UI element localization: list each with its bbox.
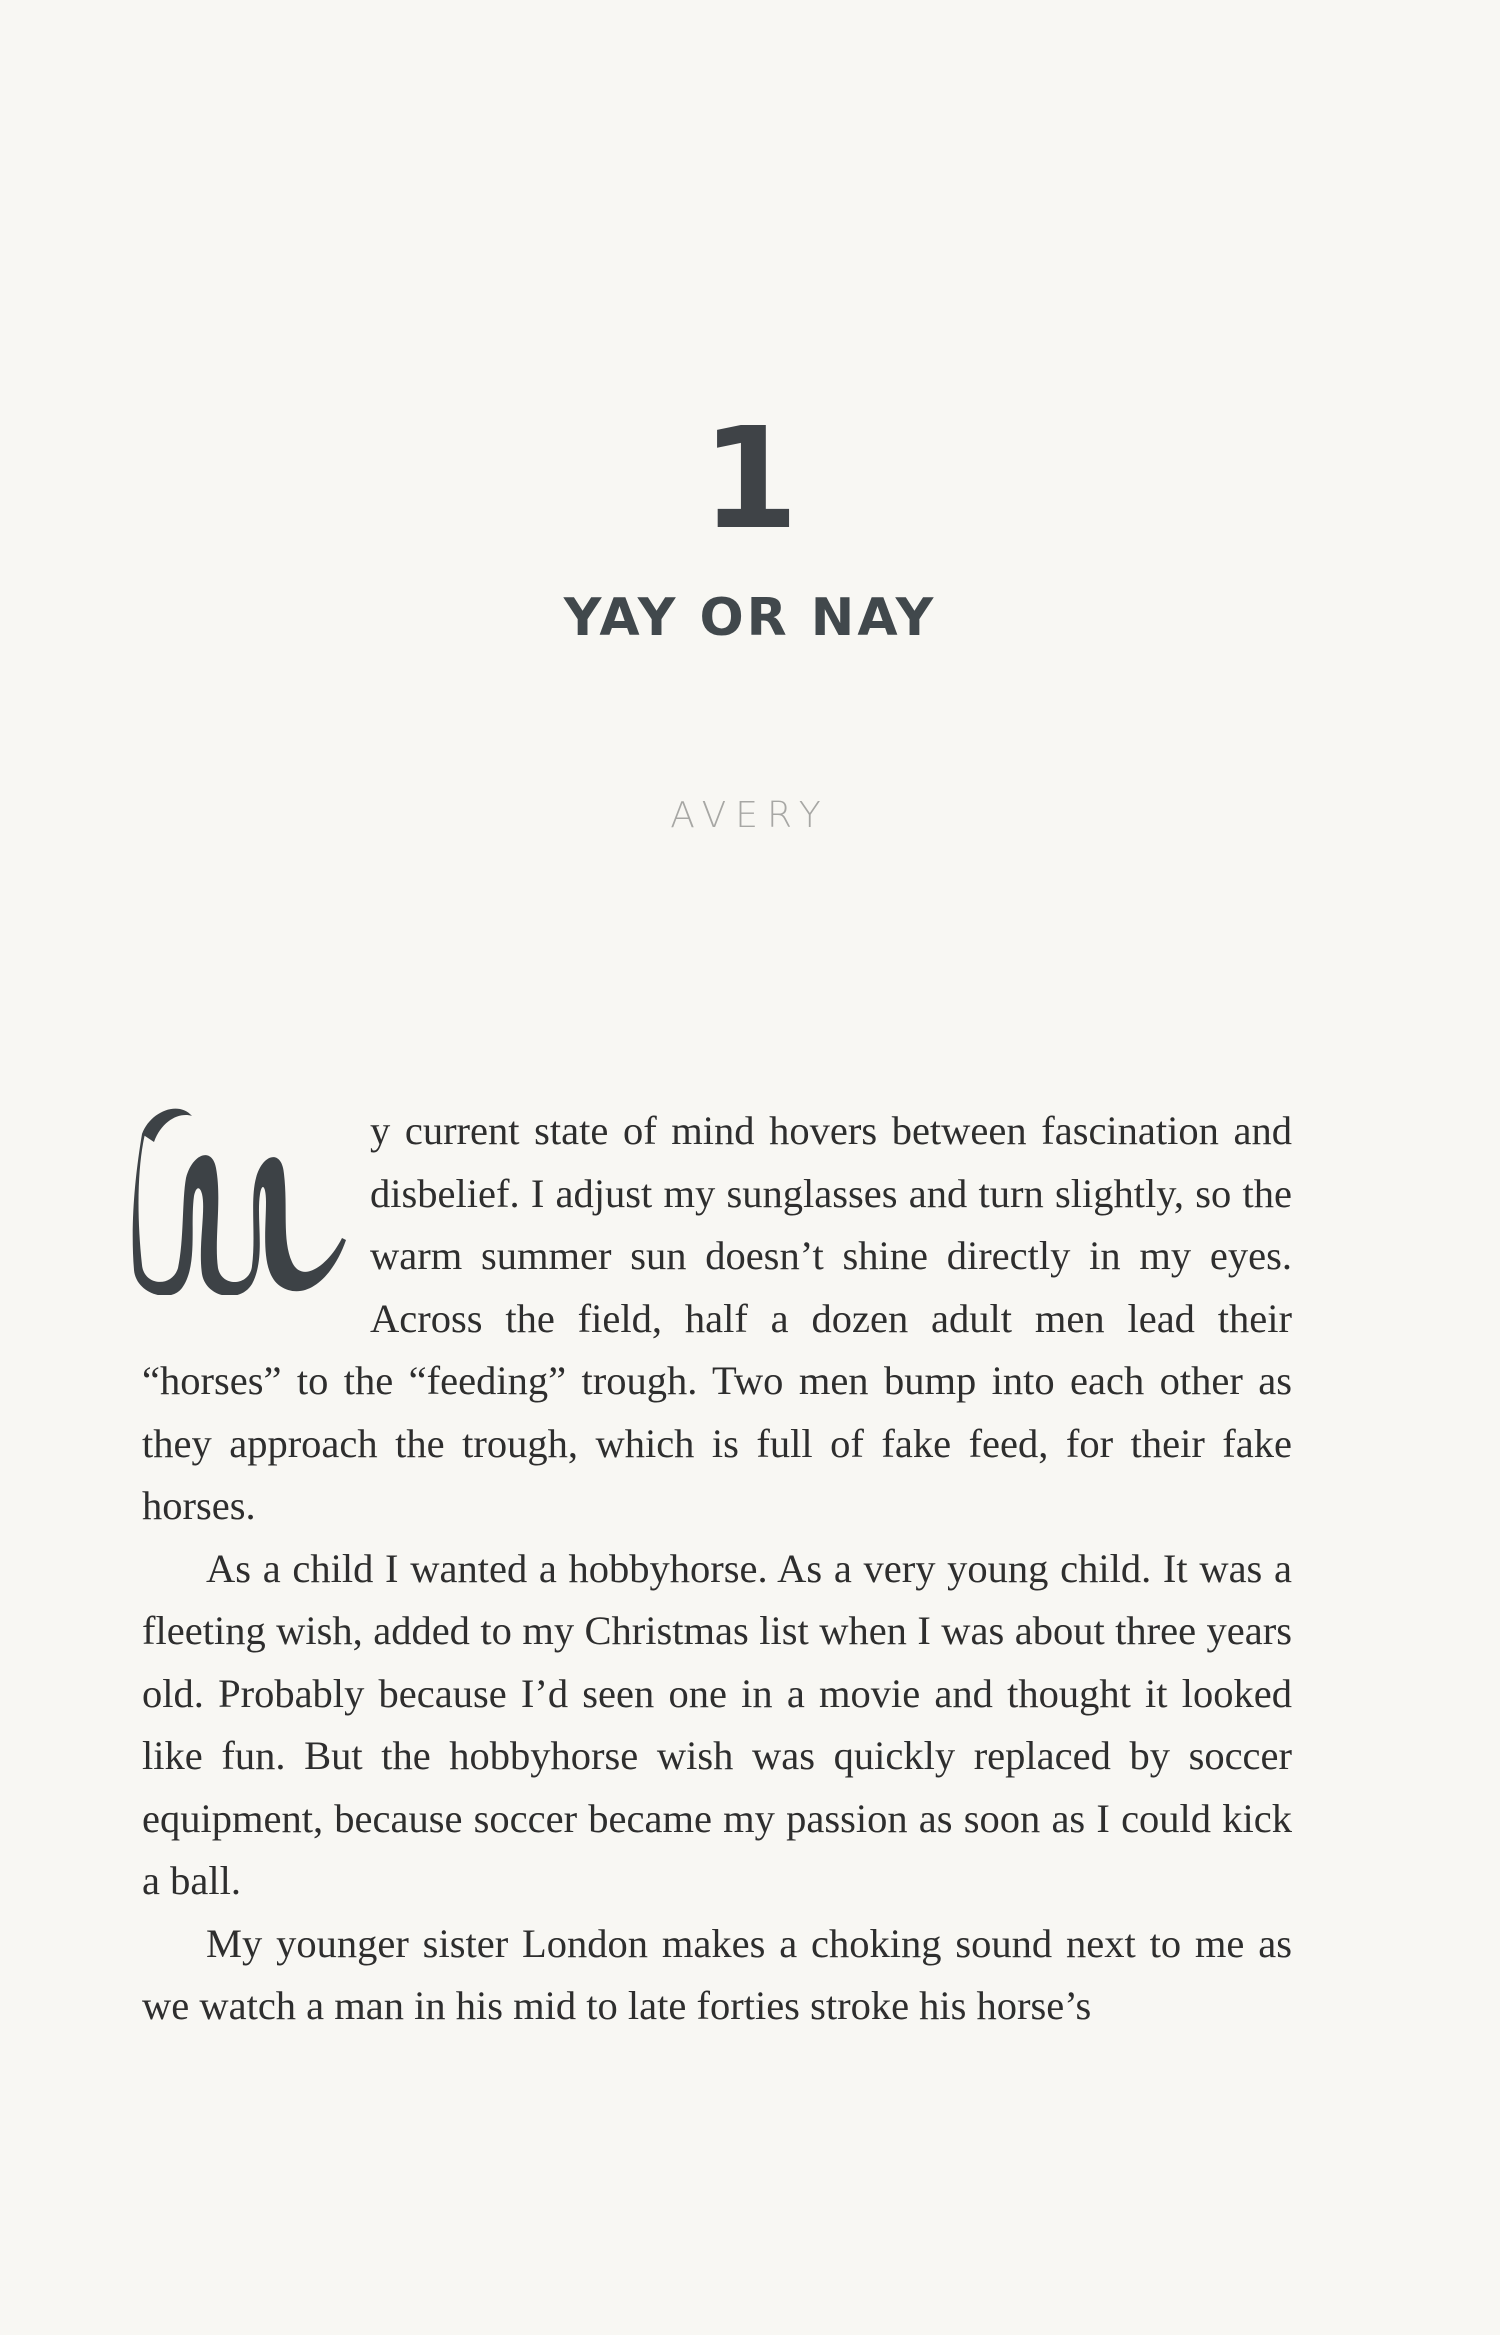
paragraph-1-text: y current state of mind hovers between fascination and disbelief. I adjust my sunglasses and turn slightly, so the warm summer sun doesn’t shine directly in my eyes. Across the field, half a dozen adult men lead their “horses” to the “feeding” trough. Two men bump into each other as they approach the trough, which is full of fake feed, for their fake horses. <box>142 1108 1292 1528</box>
paragraph-2: As a child I wanted a hobbyhorse. As a very young child. It was a fleeting wish, added to my Christmas list when I was about three years old. Probably because I’d seen one in a movie and thought it looked like fun. But the hobbyhorse wish was quickly replaced by soccer equipment, because soccer became my passion as soon as I could kick a ball. <box>142 1545 1292 1903</box>
chapter-title: YAY OR NAY <box>563 588 937 648</box>
chapter-pov-character: AVERY <box>670 795 830 836</box>
drop-cap-m <box>132 1090 354 1295</box>
chapter-number: 1 <box>701 398 799 561</box>
chapter-body <box>142 1100 1292 2038</box>
paragraph-1 <box>142 1100 1292 1538</box>
paragraph-3: My younger sister London makes a choking sound next to me as we watch a man in his mid to late forties stroke his horse’s <box>142 1920 1292 2028</box>
